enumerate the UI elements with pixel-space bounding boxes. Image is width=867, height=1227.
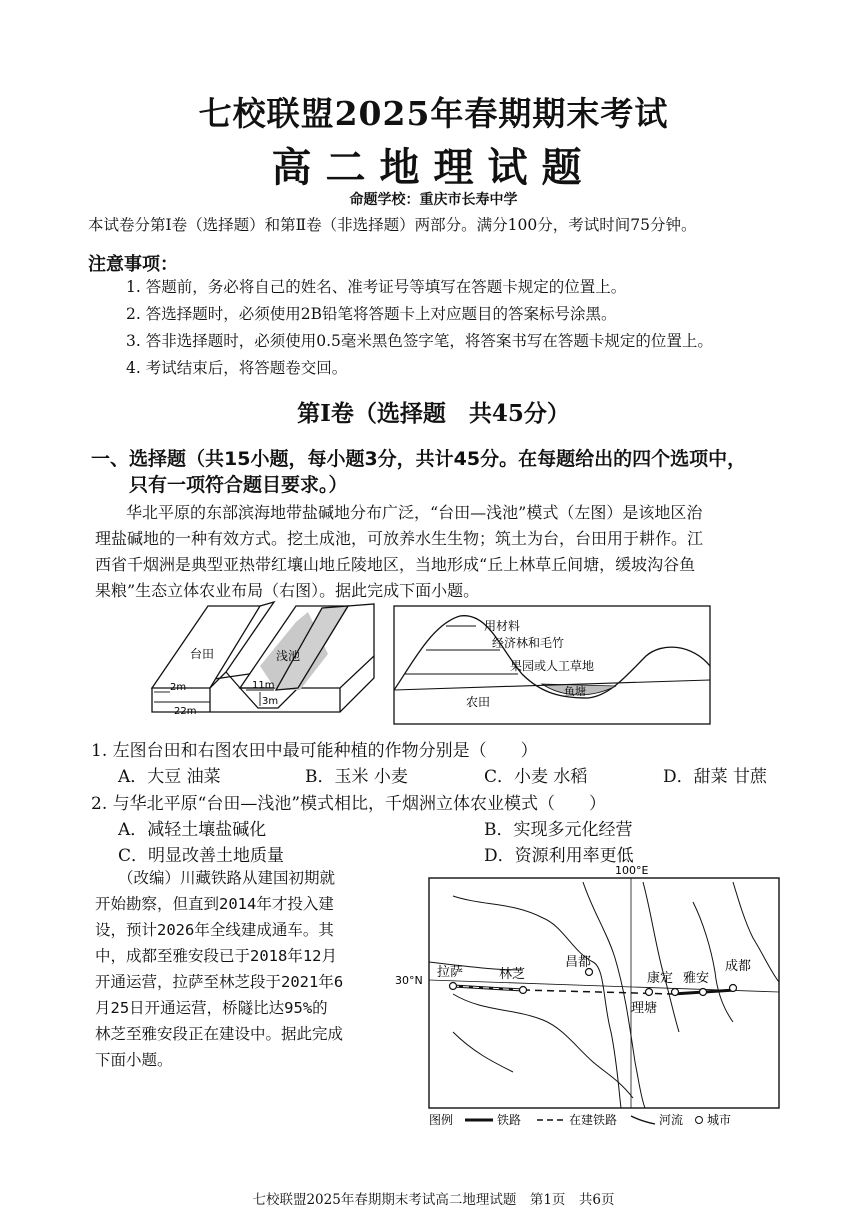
- notice-item: 4. 考试结束后，将答题卷交回。: [126, 359, 348, 377]
- passage2-line: 中，成都至雅安段已于2018年12月: [95, 947, 337, 965]
- q2-option-b[interactable]: B．实现多元化经营: [484, 820, 633, 840]
- city-litang: [646, 989, 653, 996]
- city-label-changdu: 昌都: [565, 955, 592, 970]
- subject-title: 高二地理试题: [271, 144, 596, 191]
- passage2-line: 下面小题。: [95, 1051, 173, 1069]
- city-chengdu: [730, 985, 737, 992]
- notice-item: 2. 答选择题时，必须使用2B铅笔将答题卡上对应题目的答案标号涂黑。: [126, 305, 617, 323]
- city-yaan: [700, 989, 707, 996]
- legend-railway-construction: 在建铁路: [569, 1113, 618, 1127]
- q2-option-c[interactable]: C．明显改善土地质量: [118, 846, 285, 866]
- label-jingjilin: 经济林和毛竹: [492, 636, 565, 650]
- passage2-line: 开通运营，拉萨至林芝段于2021年6: [95, 973, 344, 991]
- page-footer: 七校联盟2025年春期期末考试高二地理试题 第1页 共6页: [252, 1192, 615, 1208]
- label-taitian: 台田: [190, 647, 215, 661]
- q1-option-b[interactable]: B．玉米 小麦: [305, 767, 408, 787]
- passage2-line: 设，预计2026年全线建成通车。其: [95, 921, 334, 939]
- label-yutang: 鱼塘: [564, 685, 586, 698]
- lat-label: 30°N: [395, 974, 423, 987]
- qianyanzhou-profile: [392, 604, 714, 728]
- legend-title: 图例: [429, 1113, 454, 1127]
- notice-item: 1. 答题前，务必将自己的姓名、准考证号等填写在答题卡规定的位置上。: [126, 278, 627, 296]
- q1-option-c[interactable]: C．小麦 水稻: [484, 767, 588, 787]
- legend-city: 城市: [707, 1113, 732, 1127]
- school-line: 命题学校：重庆市长寿中学: [349, 192, 518, 208]
- notice-heading: 注意事项：: [88, 254, 178, 275]
- city-lasa: [450, 983, 457, 990]
- city-linzhi: [520, 987, 527, 994]
- label-nongtian: 农田: [466, 695, 491, 709]
- city-label-litang: 理塘: [631, 1001, 658, 1016]
- dim-2m: 2m: [170, 682, 187, 693]
- section-title: 第Ⅰ卷（选择题 共45分）: [297, 400, 570, 427]
- passage1-line: 西省千烟洲是典型亚热带红壤山地丘陵地区，当地形成“丘上林草丘间塘，缓坡沟谷鱼: [95, 555, 696, 574]
- passage1-line: 理盐碱地的一种有效方式。挖土成池，可放养水生生物；筑土为台，台田用于耕作。江: [95, 529, 704, 548]
- legend-railway: 铁路: [497, 1113, 522, 1127]
- passage2-line: （改编）川藏铁路从建国初期就: [118, 869, 336, 887]
- city-label-chengdu: 成都: [725, 959, 752, 974]
- map-legend: [429, 1112, 731, 1127]
- passage2-line: 月25日开通运营，桥隧比达95%的: [95, 999, 328, 1017]
- dim-11m: 11m: [252, 680, 275, 691]
- section-heading-line2: 只有一项符合题目要求。）: [129, 474, 348, 496]
- q1-option-a[interactable]: A．大豆 油菜: [118, 767, 221, 787]
- q2-stem: 2. 与华北平原“台田—浅池”模式相比，千烟洲立体农业模式（ ）: [91, 794, 607, 814]
- passage1-line: 华北平原的东部滨海地带盐碱地分布广泛，“台田—浅池”模式（左图）是该地区治: [126, 503, 703, 522]
- passage2-line: 开始勘察，但直到2014年才投入建: [95, 895, 334, 913]
- city-label-yaan: 雅安: [683, 971, 710, 986]
- lon-label: 100°E: [615, 864, 649, 877]
- dim-22m: 22m: [174, 706, 197, 717]
- label-qianchi: 浅池: [276, 649, 301, 663]
- intro-line: 本试卷分第Ⅰ卷（选择题）和第Ⅱ卷（非选择题）两部分。满分100分，考试时间75分钟。: [88, 216, 697, 234]
- city-label-kangding: 康定: [647, 971, 674, 986]
- sichuan-tibet-railway-map: [393, 862, 793, 1130]
- legend-river: 河流: [659, 1113, 684, 1127]
- notice-item: 3. 答非选择题时，必须使用0.5毫米黑色签字笔，将答案书写在答题卡规定的位置上。: [126, 332, 713, 350]
- label-guoyuan: 果园或人工草地: [510, 659, 595, 673]
- q2-option-a[interactable]: A．减轻土壤盐碱化: [118, 820, 267, 840]
- city-label-linzhi: 林芝: [499, 967, 526, 982]
- passage2-line: 林芝至雅安段正在建设中。据此完成: [95, 1025, 344, 1043]
- taitian-qianchi-diagram: [148, 598, 380, 728]
- label-yongcailiao: 用材料: [484, 619, 521, 633]
- q2-option-d[interactable]: D．资源利用率更低: [484, 846, 634, 866]
- q1-stem: 1. 左图台田和右图农田中最可能种植的作物分别是（ ）: [91, 741, 538, 761]
- city-label-lasa: 拉萨: [437, 965, 464, 980]
- dim-3m: 3m: [262, 696, 279, 707]
- q1-option-d[interactable]: D．甜菜 甘蔗: [663, 767, 768, 787]
- section-heading-line1: 一、选择题（共15小题，每小题3分，共计45分。在每题给出的四个选项中，: [91, 448, 747, 470]
- exam-title: 七校联盟2025年春期期末考试: [198, 94, 669, 133]
- city-kangding: [672, 989, 679, 996]
- passage1-line: 果粮”生态立体农业布局（右图）。据此完成下面小题。: [95, 581, 480, 600]
